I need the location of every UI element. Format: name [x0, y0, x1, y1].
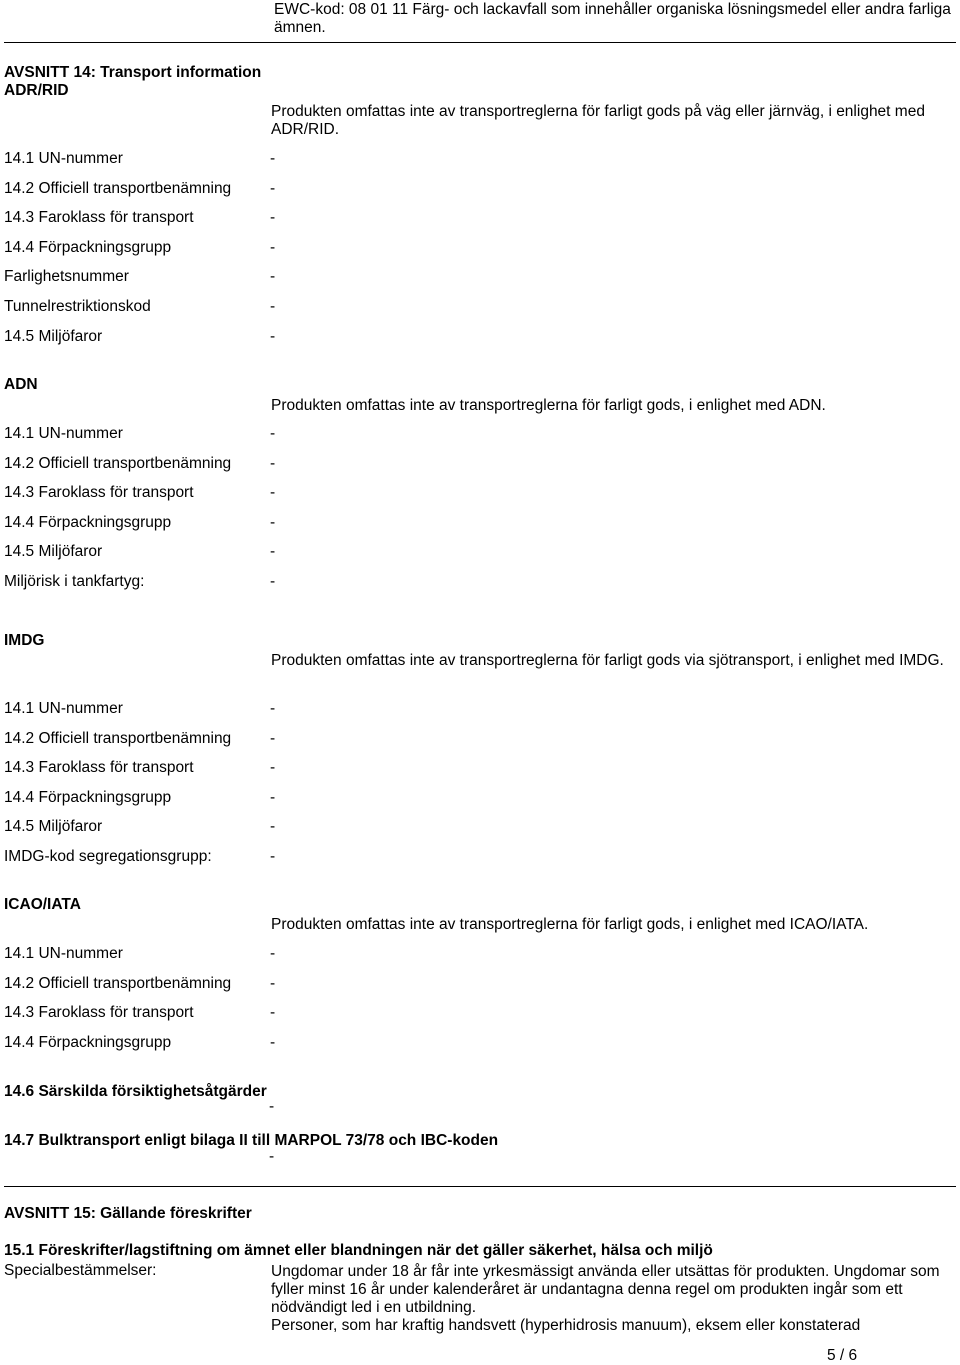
icao-row-value: -: [270, 1004, 276, 1021]
icao-row-label: 14.1 UN-nummer: [4, 945, 123, 962]
icao-row-value: -: [270, 975, 276, 992]
section-15-1-heading: 15.1 Föreskrifter/lagstiftning om ämnet eller blandningen när det gäller säkerhet, hälsa och miljö: [4, 1242, 713, 1259]
imdg-row-value: -: [270, 759, 276, 776]
adr-row-value: -: [270, 180, 276, 197]
adn-row-label: 14.3 Faroklass för transport: [4, 484, 194, 501]
imdg-row-label: 14.4 Förpackningsgrupp: [4, 789, 172, 806]
section-15-title: AVSNITT 15: Gällande föreskrifter: [4, 1205, 252, 1222]
page-number: 5 / 6: [827, 1347, 858, 1364]
special-precautions-heading: 14.6 Särskilda försiktighetsåtgärder: [4, 1083, 267, 1100]
adr-row-label: 14.3 Faroklass för transport: [4, 209, 194, 226]
special-provisions-label: Specialbestämmelser:: [4, 1262, 157, 1279]
imdg-row-value: -: [270, 818, 276, 835]
adn-row-label: Miljörisk i tankfartyg:: [4, 573, 145, 590]
adr-heading: ADR/RID: [4, 82, 69, 99]
header-rule: [4, 42, 956, 43]
special-provisions-text: Ungdomar under 18 år får inte yrkesmässigt använda eller utsättas för produkten. Ungdomar som fyller minst 16 år under kalenderåret är undantagna denna regel om produkten ingår som ett nödvändigt led i en utbildning.: [271, 1263, 940, 1316]
adr-statement: Produkten omfattas inte av transportreglerna för farligt gods på väg eller järnväg, i enlighet med ADR/RID.: [271, 103, 925, 138]
adn-row-label: 14.4 Förpackningsgrupp: [4, 514, 172, 531]
special-provisions-text-2: Personer, som har kraftig handsvett (hyperhidrosis manuum), eksem eller konstaterad: [271, 1317, 861, 1334]
imdg-row-label: 14.5 Miljöfaror: [4, 818, 103, 835]
icao-row-value: -: [270, 1034, 276, 1051]
adr-row-value: -: [270, 298, 276, 315]
adn-row-value: -: [270, 514, 276, 531]
adn-row-value: -: [270, 455, 276, 472]
adn-row-label: 14.5 Miljöfaror: [4, 543, 103, 560]
icao-row-label: 14.3 Faroklass för transport: [4, 1004, 194, 1021]
imdg-row-value: -: [270, 730, 276, 747]
imdg-row-label: 14.2 Officiell transportbenämning: [4, 730, 232, 747]
adr-row-value: -: [270, 268, 276, 285]
adn-row-value: -: [270, 573, 276, 590]
adr-row-label: 14.5 Miljöfaror: [4, 328, 103, 345]
adr-row-label: 14.2 Officiell transportbenämning: [4, 180, 232, 197]
imdg-row-label: IMDG-kod segregationsgrupp:: [4, 848, 212, 865]
adn-statement: Produkten omfattas inte av transportreglerna för farligt gods, i enlighet med ADN.: [271, 397, 826, 414]
ewc-code-text: EWC-kod: 08 01 11 Färg- och lackavfall som innehåller organiska lösningsmedel eller andra farliga ämnen.: [274, 1, 951, 36]
adr-row-label: Farlighetsnummer: [4, 268, 129, 285]
imdg-row-label: 14.3 Faroklass för transport: [4, 759, 194, 776]
adr-row-value: -: [270, 239, 276, 256]
adr-row-label: 14.4 Förpackningsgrupp: [4, 239, 172, 256]
adr-row-label: Tunnelrestriktionskod: [4, 298, 151, 315]
icao-row-value: -: [270, 945, 276, 962]
imdg-row-label: 14.1 UN-nummer: [4, 700, 123, 717]
bulk-transport-value: -: [269, 1148, 275, 1165]
adn-row-value: -: [270, 484, 276, 501]
icao-heading: ICAO/IATA: [4, 896, 81, 913]
adn-row-label: 14.2 Officiell transportbenämning: [4, 455, 232, 472]
icao-row-label: 14.2 Officiell transportbenämning: [4, 975, 232, 992]
adn-heading: ADN: [4, 376, 38, 393]
imdg-row-value: -: [270, 789, 276, 806]
icao-row-label: 14.4 Förpackningsgrupp: [4, 1034, 172, 1051]
bulk-transport-heading: 14.7 Bulktransport enligt bilaga II till MARPOL 73/78 och IBC-koden: [4, 1132, 499, 1149]
imdg-statement: Produkten omfattas inte av transportreglerna för farligt gods via sjötransport, i enlighet med IMDG.: [271, 652, 944, 669]
adn-row-value: -: [270, 543, 276, 560]
icao-statement: Produkten omfattas inte av transportreglerna för farligt gods, i enlighet med ICAO/IATA.: [271, 916, 869, 933]
imdg-row-value: -: [270, 848, 276, 865]
adr-row-value: -: [270, 209, 276, 226]
imdg-row-value: -: [270, 700, 276, 717]
adr-row-label: 14.1 UN-nummer: [4, 150, 123, 167]
imdg-heading: IMDG: [4, 632, 45, 649]
adn-row-label: 14.1 UN-nummer: [4, 425, 123, 442]
adr-row-value: -: [270, 150, 276, 167]
adn-row-value: -: [270, 425, 276, 442]
adr-row-value: -: [270, 328, 276, 345]
special-precautions-value: -: [269, 1098, 275, 1115]
section-14-title: AVSNITT 14: Transport information: [4, 64, 262, 81]
section-divider: [4, 1186, 956, 1187]
